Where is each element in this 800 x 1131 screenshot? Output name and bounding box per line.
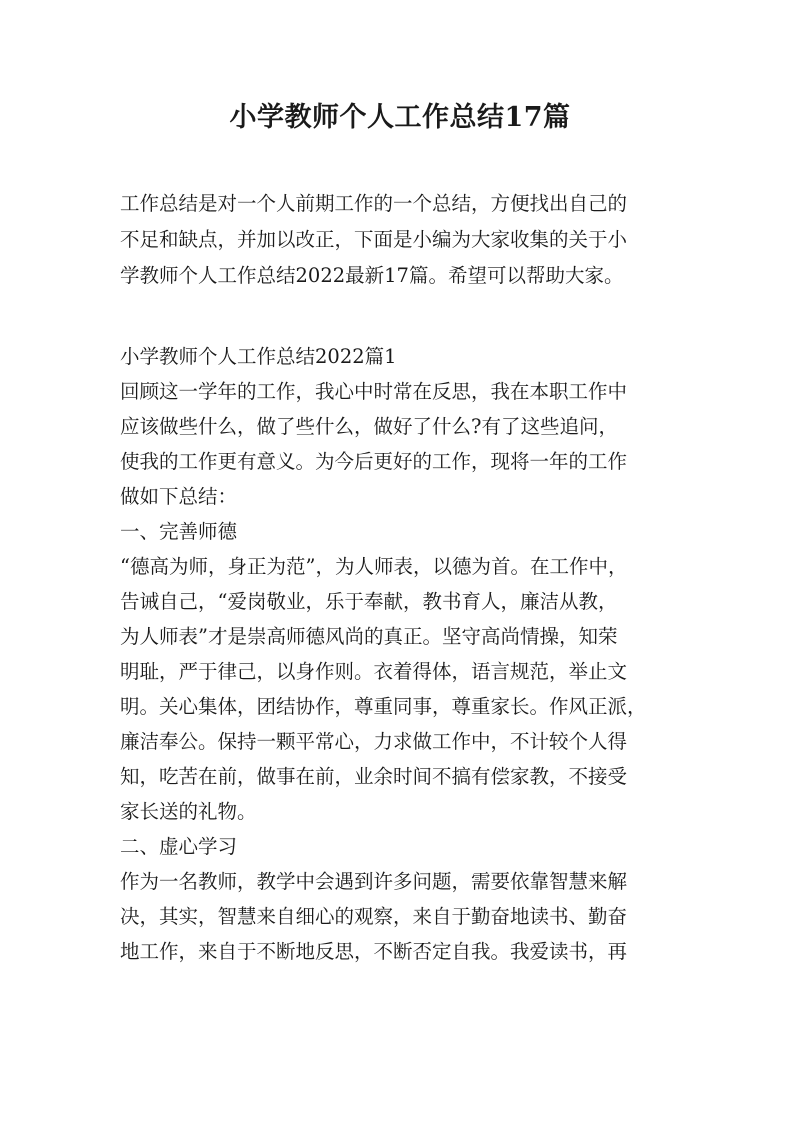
document-title: 小学教师个人工作总结17篇 bbox=[229, 102, 571, 133]
body-line: 应该做些什么，做了些什么，做好了什么?有了这些追问， bbox=[120, 415, 618, 438]
body-line: 为人师表”才是崇高师德风尚的真正。坚守高尚情操，知荣 bbox=[120, 625, 618, 648]
body-line: 明耻，严于律己，以身作则。衣着得体，语言规范，举止文 bbox=[120, 660, 628, 683]
body-section bbox=[120, 339, 695, 969]
section-title: 小学教师个人工作总结2022篇1 bbox=[120, 345, 397, 368]
intro-line: 学教师个人工作总结2022最新17篇。希望可以帮助大家。 bbox=[120, 264, 624, 287]
body-line: 明。关心集体，团结协作，尊重同事，尊重家长。作风正派， bbox=[120, 695, 647, 718]
body-line: 决，其实，智慧来自细心的观察，来自于勤奋地读书、勤奋 bbox=[120, 905, 628, 928]
intro-paragraph bbox=[120, 186, 695, 294]
body-line: 地工作，来自于不断地反思，不断否定自我。我爱读书，再 bbox=[120, 940, 628, 963]
subheading-perfect-ethics: 一、完善师德 bbox=[120, 520, 238, 543]
intro-line: 工作总结是对一个人前期工作的一个总结，方便找出自己的 bbox=[120, 192, 628, 215]
body-line: 使我的工作更有意义。为今后更好的工作，现将一年的工作 bbox=[120, 450, 628, 473]
body-line: 廉洁奉公。保持一颗平常心，力求做工作中，不计较个人得 bbox=[120, 730, 628, 753]
body-line: “德高为师，身正为范”，为人师表，以德为首。在工作中， bbox=[120, 555, 628, 578]
body-line: 作为一名教师，教学中会遇到许多问题，需要依靠智慧来解 bbox=[120, 870, 628, 893]
body-line: 告诫自己，“爱岗敬业，乐于奉献，教书育人，廉洁从教， bbox=[120, 590, 618, 613]
intro-line: 不足和缺点，并加以改正，下面是小编为大家收集的关于小 bbox=[120, 228, 628, 251]
subheading-humble-learning: 二、虚心学习 bbox=[120, 835, 238, 858]
body-line: 知，吃苦在前，做事在前，业余时间不搞有偿家教，不接受 bbox=[120, 765, 628, 788]
body-line: 家长送的礼物。 bbox=[120, 800, 257, 823]
body-line: 做如下总结： bbox=[120, 485, 238, 508]
body-line: 回顾这一学年的工作，我心中时常在反思，我在本职工作中 bbox=[120, 380, 628, 403]
